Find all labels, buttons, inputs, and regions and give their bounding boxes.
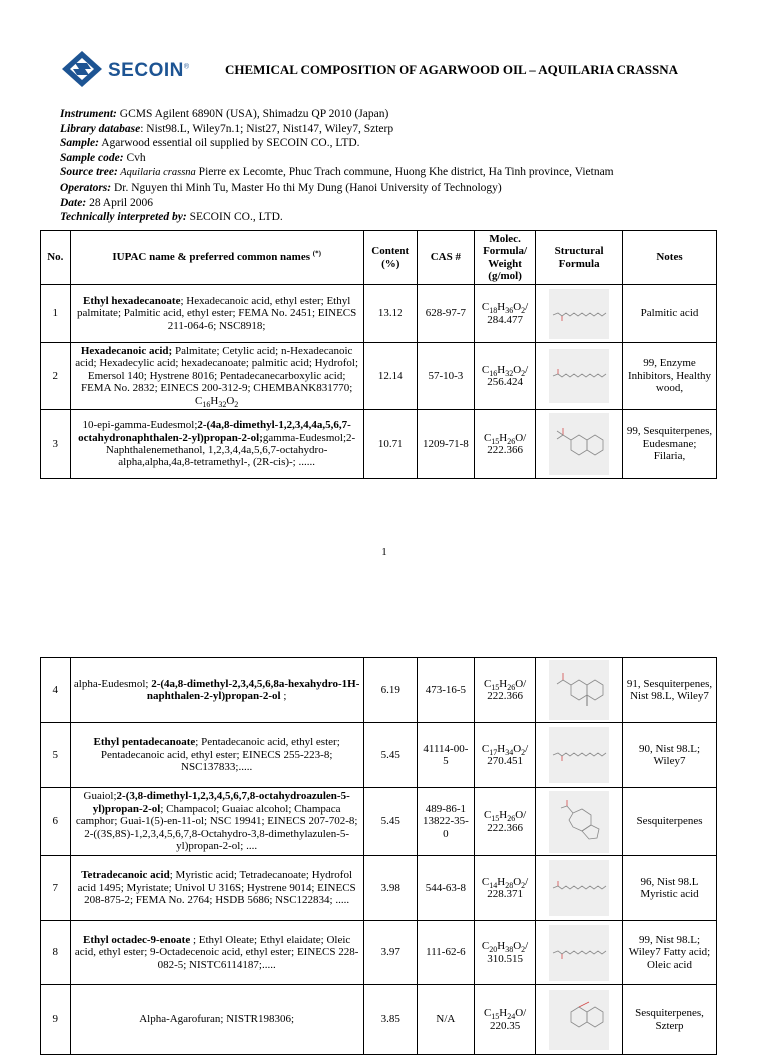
cell-name: Ethyl octadec-9-enoate ; Ethyl Oleate; Ethyl elaidate; Oleic acid, ethyl ester; 9-Octadecenoic acid, ethyl ester; EINECS 228-082-5; NISTC6114187;..... bbox=[70, 921, 363, 985]
composition-table-continued bbox=[40, 657, 717, 1055]
col-header-molec: Molec. Formula/ Weight (g/mol) bbox=[474, 231, 535, 285]
page-header bbox=[60, 50, 720, 90]
cell-notes: Sesquiterpenes bbox=[623, 788, 717, 856]
cell-content: 12.14 bbox=[363, 343, 417, 410]
chain-acid-structure-icon bbox=[549, 349, 609, 403]
cell-structure bbox=[536, 723, 623, 788]
interpreted-by-line: Technically interpreted by: SECOIN CO., LTD. bbox=[60, 211, 283, 224]
cell-cas: 1209-71-8 bbox=[417, 410, 474, 479]
cell-structure bbox=[536, 658, 623, 723]
cell-structure bbox=[536, 921, 623, 985]
col-header-iupac: IUPAC name & preferred common names (*) bbox=[70, 231, 363, 285]
cell-structure bbox=[536, 788, 623, 856]
cell-cas: 41114-00-5 bbox=[417, 723, 474, 788]
table-row bbox=[41, 856, 717, 921]
instrument-line: Instrument: GCMS Agilent 6890N (USA), Shimadzu QP 2010 (Japan) bbox=[60, 108, 389, 120]
secoin-logo bbox=[60, 50, 220, 88]
source-tree-line: Source tree: Aquilaria crassna Pierre ex Lecomte, Phuc Trach commune, Huong Khe district, Ha Tinh province, Vietnam bbox=[60, 166, 614, 179]
table-row bbox=[41, 788, 717, 856]
cell-structure bbox=[536, 410, 623, 479]
cell-content: 5.45 bbox=[363, 723, 417, 788]
chain-acid-structure-icon bbox=[549, 860, 609, 916]
cell-cas: 489-86-1 13822-35-0 bbox=[417, 788, 474, 856]
cell-no: 3 bbox=[41, 410, 71, 479]
agarofuran-structure-icon bbox=[549, 990, 609, 1050]
table-row bbox=[41, 343, 717, 410]
cell-name: Hexadecanoic acid; Palmitate; Cetylic acid; n-Hexadecanoic acid; Hexadecylic acid; hexadecanoate; palmitic acid; Hydrofol; Emersol 140; Hystrene 8016; Pentadecanecarboxylic acid; FEMA No. 2832; EINECS 200-312-9; CHEMBANK831770; $C_{16}H_{32}O_2$ bbox=[70, 343, 363, 410]
col-header-no: No. bbox=[41, 231, 71, 285]
cell-structure bbox=[536, 285, 623, 343]
cell-notes: 99, Sesquiterpenes, Eudesmane; Filaria, bbox=[623, 410, 717, 479]
cell-structure bbox=[536, 856, 623, 921]
cell-name: Ethyl pentadecanoate; Pentadecanoic acid, ethyl ester; Pentadecanoic acid, ethyl ester; EINECS 255-223-8; NSC137833;..... bbox=[70, 723, 363, 788]
cell-cas: 57-10-3 bbox=[417, 343, 474, 410]
cell-content: 6.19 bbox=[363, 658, 417, 723]
cell-structure bbox=[536, 343, 623, 410]
table-row bbox=[41, 658, 717, 723]
cell-formula: $C_{20}H_{38}O_2/$ 310.515 bbox=[474, 921, 535, 985]
cell-notes: 96, Nist 98.L Myristic acid bbox=[623, 856, 717, 921]
col-header-cas: CAS # bbox=[417, 231, 474, 285]
cell-content: 3.97 bbox=[363, 921, 417, 985]
sample-line: Sample: Agarwood essential oil supplied by SECOIN CO., LTD. bbox=[60, 137, 360, 150]
table-row bbox=[41, 410, 717, 479]
cell-structure bbox=[536, 985, 623, 1055]
cell-no: 4 bbox=[41, 658, 71, 723]
table-row bbox=[41, 285, 717, 343]
cell-formula: $C_{16}H_{32}O_2/$ 256.424 bbox=[474, 343, 535, 410]
bicyclic-structure-icon bbox=[549, 660, 609, 720]
document-title: CHEMICAL COMPOSITION OF AGARWOOD OIL – AQUILARIA CRASSNA bbox=[225, 62, 679, 77]
cell-no: 5 bbox=[41, 723, 71, 788]
col-header-notes: Notes bbox=[623, 231, 717, 285]
cell-notes: Palmitic acid bbox=[623, 285, 717, 343]
cell-no: 9 bbox=[41, 985, 71, 1055]
cell-name: Tetradecanoic acid; Myristic acid; Tetradecanoate; Hydrofol acid 1495; Myristate; Univol U 316S; Hystrene 9014; EINECS 208-875-2; FEMA No. 2764; HSDB 5686; NSC122834; ..... bbox=[70, 856, 363, 921]
cell-name: Guaiol;2-(3,8-dimethyl-1,2,3,4,5,6,7,8-octahydroazulen-5-yl)propan-2-ol; Champacol; Guaiac alcohol; Champaca camphor; Guai-1(5)-en-11-ol; NSC 19941; EINECS 207-702-8; 2-((3S,8S)-1,2,3,4,5,6,7,8-Octahydro-3,8-dimethylazulen-5-yl)propan-2-ol; .... bbox=[70, 788, 363, 856]
table-row bbox=[41, 985, 717, 1055]
cell-no: 2 bbox=[41, 343, 71, 410]
cell-no: 1 bbox=[41, 285, 71, 343]
analysis-metadata bbox=[60, 107, 740, 225]
cell-name: Ethyl hexadecanoate; Hexadecanoic acid, ethyl ester; Ethyl palmitate; Palmitic acid, ethyl ester; FEMA No. 2451; EINECS 211-064-6; NSC8918; bbox=[70, 285, 363, 343]
cell-notes: 91, Sesquiterpenes, Nist 98.L, Wiley7 bbox=[623, 658, 717, 723]
cell-content: 3.85 bbox=[363, 985, 417, 1055]
cell-formula: $C_{14}H_{28}O_2/$ 228.371 bbox=[474, 856, 535, 921]
cell-formula: $C_{15}H_{26}O/$ 222.366 bbox=[474, 788, 535, 856]
cell-name: Alpha-Agarofuran; NISTR198306; bbox=[70, 985, 363, 1055]
table-row bbox=[41, 723, 717, 788]
cell-no: 7 bbox=[41, 856, 71, 921]
cell-name: 10-epi-gamma-Eudesmol;2-(4a,8-dimethyl-1,2,3,4,4a,5,6,7-octahydronaphthalen-2-yl)propan-2-ol;gamma-Eudesmol;2-Naphthalenemethanol, 1,2,3,4,4a,5,6,7-octahydro-alpha,alpha,4a,8-tetramethyl-, (2R-cis)-; ...... bbox=[70, 410, 363, 479]
table-row bbox=[41, 921, 717, 985]
col-header-content: Content (%) bbox=[363, 231, 417, 285]
cell-cas: 111-62-6 bbox=[417, 921, 474, 985]
col-header-structure: Structural Formula bbox=[536, 231, 623, 285]
chain-ester-structure-icon bbox=[549, 727, 609, 783]
cell-cas: 544-63-8 bbox=[417, 856, 474, 921]
library-line: Library database: Nist98.L, Wiley7n.1; Nist27, Nist147, Wiley7, Szterp bbox=[60, 122, 394, 135]
cell-cas: 473-16-5 bbox=[417, 658, 474, 723]
cell-formula: $C_{17}H_{34}O_2/$ 270.451 bbox=[474, 723, 535, 788]
cell-content: 13.12 bbox=[363, 285, 417, 343]
composition-table bbox=[40, 230, 717, 479]
cell-cas: N/A bbox=[417, 985, 474, 1055]
cell-notes: 90, Nist 98.L; Wiley7 bbox=[623, 723, 717, 788]
chain-ester-structure-icon bbox=[549, 925, 609, 981]
cell-formula: $C_{15}H_{26}O/$ 222.366 bbox=[474, 658, 535, 723]
cell-no: 8 bbox=[41, 921, 71, 985]
cell-notes: Sesquiterpenes, Szterp bbox=[623, 985, 717, 1055]
azulene-structure-icon bbox=[549, 791, 609, 853]
cell-no: 6 bbox=[41, 788, 71, 856]
cell-name: alpha-Eudesmol; 2-(4a,8-dimethyl-2,3,4,5,6,8a-hexahydro-1H-naphthalen-2-yl)propan-2-ol ; bbox=[70, 658, 363, 723]
cell-notes: 99, Enzyme Inhibitors, Healthy wood, bbox=[623, 343, 717, 410]
cell-notes: 99, Nist 98.L; Wiley7 Fatty acid; Oleic acid bbox=[623, 921, 717, 985]
logo-wordmark: SECOIN® bbox=[108, 60, 190, 81]
cell-content: 5.45 bbox=[363, 788, 417, 856]
cell-formula: $C_{15}H_{26}O/$ 222.366 bbox=[474, 410, 535, 479]
chain-ester-structure-icon bbox=[549, 289, 609, 339]
date-line: Date: 28 April 2006 bbox=[60, 196, 153, 209]
cell-formula: $C_{15}H_{24}O/$ 220.35 bbox=[474, 985, 535, 1055]
cell-formula: $C_{18}H_{36}O_2/$ 284.477 bbox=[474, 285, 535, 343]
table-header-row bbox=[41, 231, 717, 285]
secoin-diamond-icon bbox=[60, 50, 106, 88]
cell-cas: 628-97-7 bbox=[417, 285, 474, 343]
page-number: 1 bbox=[381, 546, 387, 558]
operators-line: Operators: Dr. Nguyen thi Minh Tu, Master Ho thi My Dung (Hanoi University of Technology) bbox=[60, 181, 502, 194]
bicyclic-structure-icon bbox=[549, 413, 609, 475]
cell-content: 3.98 bbox=[363, 856, 417, 921]
cell-content: 10.71 bbox=[363, 410, 417, 479]
sample-code-line: Sample code: Cvh bbox=[60, 151, 146, 164]
